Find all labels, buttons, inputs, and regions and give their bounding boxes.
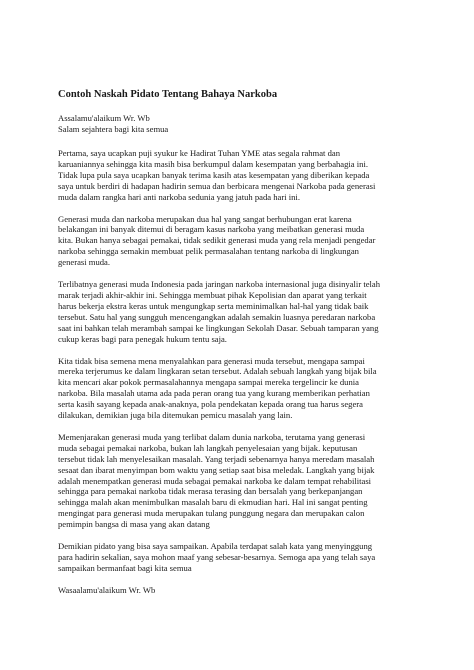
text-line: mereka terjerumus ke dalam lingkaran setan tersebut. Adalah sebuah langkah yang bijak bila <box>58 366 377 377</box>
text-line: marak terjadi akhir-akhir ini. Sehingga membuat pihak Kepolisian dan aparat yang terkait <box>58 289 367 300</box>
text-line: harus bekerja ekstra keras untuk mengungkap serta meminimalkan hal-hal yang tidak baik <box>58 300 369 311</box>
text-line: narkoba sehingga semakin membuat pelik permasalahan tentang narkoba di lingkungan <box>58 246 359 257</box>
text-line: tersebut tidak lah menyelesaikan masalah. Yang terjadi sebenarnya hanya meredam masalah <box>58 453 375 464</box>
text-line: sehingga malah akan menimbulkan masalah baru di ekmudian hari. Hal ini sangat penting <box>58 497 368 508</box>
text-line: sampaikan bermanfaat bagi kita semua <box>58 562 192 573</box>
document-title: Contoh Naskah Pidato Tentang Bahaya Narkoba <box>58 89 278 100</box>
text-line: saat ini bahkan telah merambah sampai ke lingkungan Sekolah Dasar. Sebuah tamparan yang <box>58 322 379 333</box>
paragraph-6 <box>58 541 432 574</box>
text-line: dilakukan, demikian juga bila ditemukan pemicu masalah yang lain. <box>58 410 293 421</box>
text-line: muda sebagai pemakai narkoba, bukan lah langkah penyelesaian yang bijak. keputusan <box>58 442 358 453</box>
text-line: adalah menempatkan generasi muda sebagai pemakai narkoba ke dalam tempat rehabilitasi <box>58 475 372 486</box>
text-line: Pertama, saya ucapkan puji syukur ke Hadirat Tuhan YME atas segala rahmat dan <box>58 148 341 158</box>
text-line: kita mencari akar pokok permasalahannya mengapa sampai mereka tergelincir ke dunia <box>58 377 359 388</box>
text-line: tersebut. Satu hal yang sungguh mencengangkan adalah semakin luasnya peredaran narkoba <box>58 311 376 322</box>
text-line: mengingat para generasi muda merupakan tulang punggung negara dan merupakan calon <box>58 508 365 519</box>
text-line: Kita tidak bisa semena mena menyalahkan para generasi muda tersebut, mengapa sampai <box>58 355 365 366</box>
text-line: Demikian pidato yang bisa saya sampaikan. Apabila terdapat salah kata yang menyinggung <box>58 541 373 552</box>
text-line: kita. Bukan hanya sebagai pemakai, tidak sedikit generasi muda yang rela menjadi pengedar <box>58 235 376 246</box>
greeting-line: Salam sejahtera bagi kita semua <box>58 124 169 134</box>
text-line: saya untuk berdiri di hadapan hadirin semua dan berbicara mengenai Narkoba pada generasi <box>58 180 376 191</box>
greeting <box>58 113 432 135</box>
text-line: cukup keras bagi para penegak hukum tentu saja. <box>58 333 227 344</box>
closing-salutation: Wasaalamu'alaikum Wr. Wb <box>58 584 156 595</box>
paragraph-5 <box>58 432 432 530</box>
text-line: pemimpin bangsa di masa yang akan datang <box>58 519 210 530</box>
text-line: Generasi muda dan narkoba merupakan dua hal yang sangat berhubungan erat karena <box>58 213 352 224</box>
paragraph-4 <box>58 356 432 421</box>
document-page <box>58 88 432 596</box>
text-line: para hadirin sekalian, saya mohon maaf yang sebesar-besarnya. Semoga apa yang telah saya <box>58 552 376 562</box>
text-line: narkoba. Bila masalah utama ada pada peran orang tua yang kurang memberikan perhatian <box>58 388 370 399</box>
text-line: sehingga para pemakai narkoba tidak merasa terasing dan bersalah yang berkepanjangan <box>58 486 363 497</box>
text-line: Terlibatnya generasi muda Indonesia pada jaringan narkoba internasional juga disinyalir telah <box>58 279 381 290</box>
paragraph-2 <box>58 214 432 269</box>
paragraph-1 <box>58 148 432 203</box>
text-line: Tidak lupa pula saya ucapkan banyak terima kasih atas kesempatan yang diberikan kepada <box>58 169 370 180</box>
text-line: serta kasih sayang kepada anak-anaknya, pola pendekatan kepada orang tua harus segera <box>58 399 363 410</box>
text-line: muda dalam rangka hari anti narkoba sedunia yang jatuh pada hari ini. <box>58 191 300 202</box>
text-line: generasi muda. <box>58 257 111 268</box>
paragraph-3 <box>58 279 432 344</box>
text-line: sesaat dan ibarat menyimpan bom waktu yang setiap saat bisa meledak. Langkah yang bijak <box>58 464 375 475</box>
greeting-line: Assalamu'alaikum Wr. Wb <box>58 113 150 123</box>
text-line: Memenjarakan generasi muda yang terlibat dalam dunia narkoba, terutama yang generasi <box>58 431 366 442</box>
text-line: karuaniannya sehingga kita masih bisa berkumpul dalam kesempatan yang berbahagia ini. <box>58 158 368 169</box>
text-line: belakangan ini banyak ditemui di beragam kasus narkoba yang meibatkan generasi muda <box>58 224 365 235</box>
